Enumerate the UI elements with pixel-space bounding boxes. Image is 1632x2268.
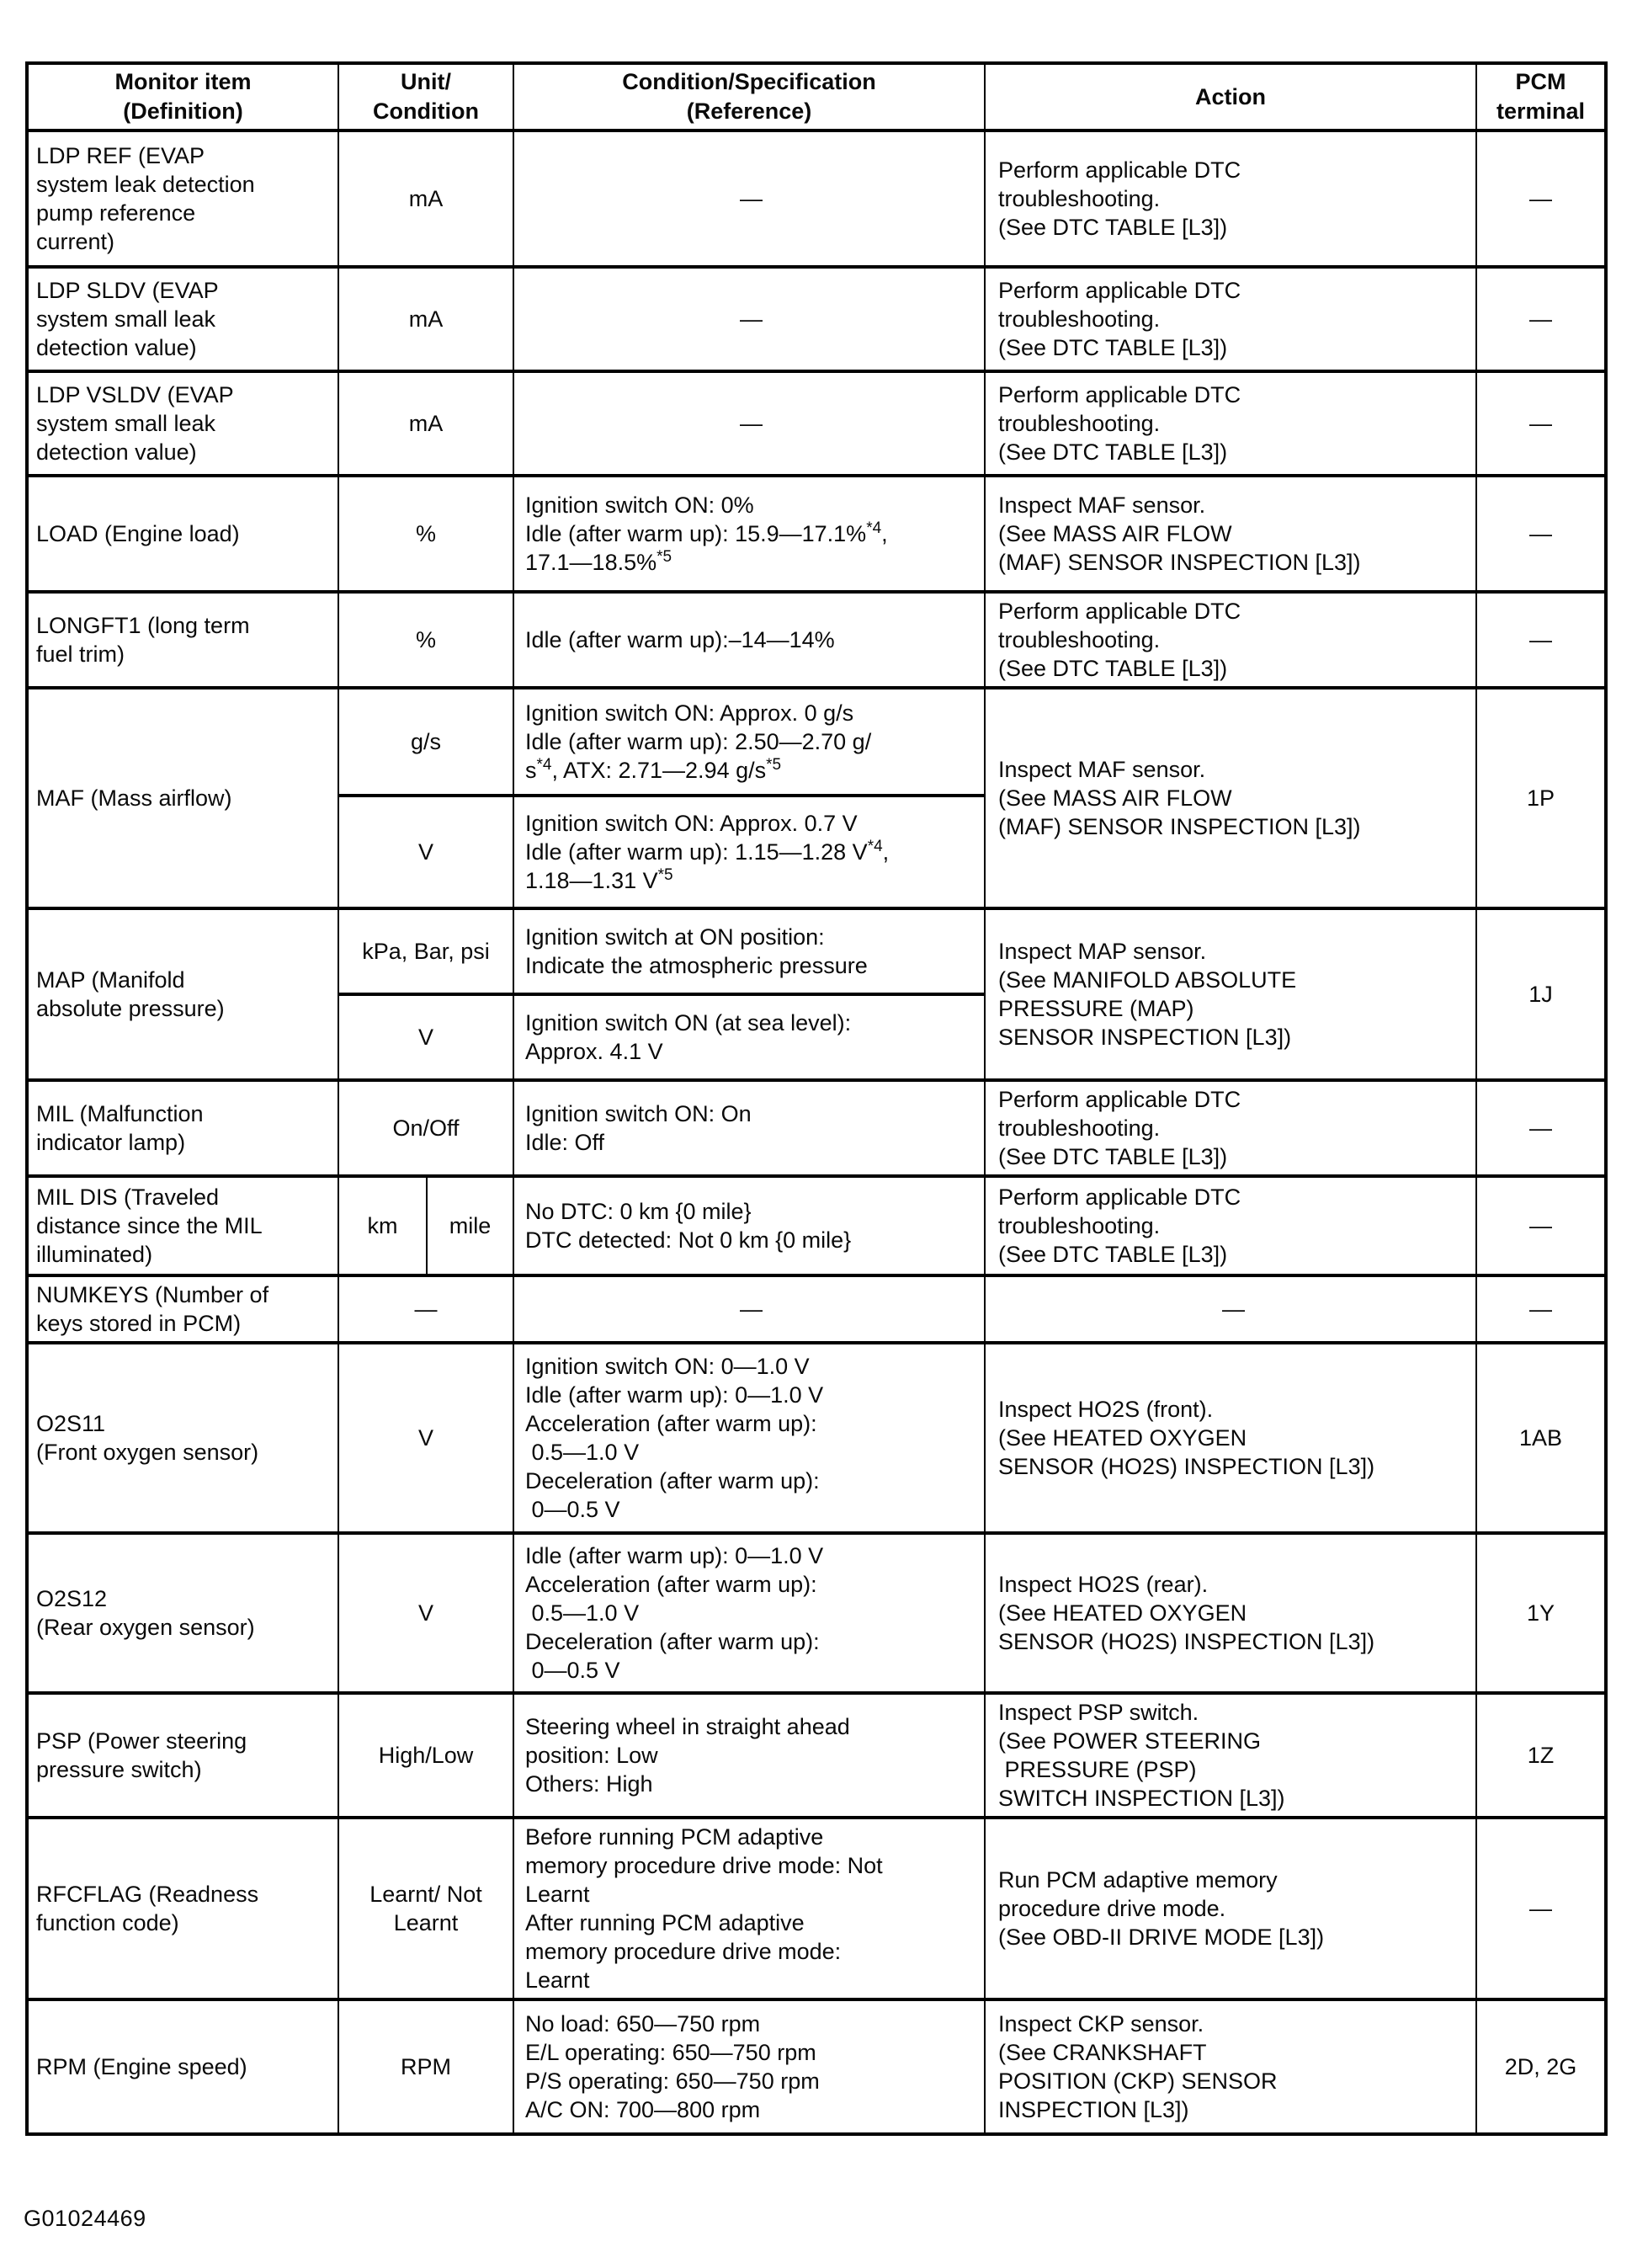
pcm-terminal-cell: — [1476,1080,1606,1176]
unit-cell: RPM [338,1999,513,2134]
monitor-item-cell: PSP (Power steering pressure switch) [27,1693,338,1818]
row-mil [27,1080,1606,1176]
action-cell: Inspect MAF sensor. (See MASS AIR FLOW (MAF) SENSOR INSPECTION [L3]) [985,688,1476,908]
pcm-terminal-cell: — [1476,267,1606,371]
pcm-terminal-cell: — [1476,592,1606,688]
monitor-item-cell: LOAD (Engine load) [27,476,338,592]
action-cell: Run PCM adaptive memory procedure drive mode. (See OBD-II DRIVE MODE [L3]) [985,1818,1476,1999]
condition-cell: Ignition switch ON: 0% Idle (after warm up): 15.9—17.1%$^{*4}$, 17.1—18.5%$^{*5}$ [513,476,985,592]
header-action: Action [985,63,1476,130]
condition-cell: Ignition switch at ON position: Indicate the atmospheric pressure [513,908,985,994]
action-cell: Perform applicable DTC troubleshooting. (See DTC TABLE [L3]) [985,1176,1476,1275]
monitor-item-cell: MAF (Mass airflow) [27,688,338,908]
figure-code: G01024469 [24,2206,146,2231]
action-cell: — [985,1275,1476,1343]
pcm-terminal-cell: 1AB [1476,1343,1606,1533]
pcm-terminal-cell: — [1476,1176,1606,1275]
row-ldp-ref [27,130,1606,267]
monitor-item-cell: LDP VSLDV (EVAP system small leak detection value) [27,371,338,476]
unit-mile-cell: mile [427,1176,513,1275]
condition-cell: Ignition switch ON: On Idle: Off [513,1080,985,1176]
unit-cell: mA [338,371,513,476]
pcm-terminal-cell: — [1476,1818,1606,1999]
action-cell: Perform applicable DTC troubleshooting. (See DTC TABLE [L3]) [985,130,1476,267]
condition-cell: Ignition switch ON: Approx. 0 g/s Idle (after warm up): 2.50—2.70 g/ $s^{*4}$, ATX: 2.71—2.94 $g/s^{*5}$ [513,688,985,796]
unit-cell: mA [338,267,513,371]
condition-cell: Idle (after warm up):–14—14% [513,592,985,688]
action-cell: Inspect MAF sensor. (See MASS AIR FLOW (MAF) SENSOR INSPECTION [L3]) [985,476,1476,592]
pcm-terminal-cell: — [1476,1275,1606,1343]
action-cell: Inspect HO2S (front). (See HEATED OXYGEN SENSOR (HO2S) INSPECTION [L3]) [985,1343,1476,1533]
monitor-item-cell: O2S12 (Rear oxygen sensor) [27,1533,338,1693]
action-cell: Inspect CKP sensor. (See CRANKSHAFT POSITION (CKP) SENSOR INSPECTION [L3]) [985,1999,1476,2134]
unit-cell: V [338,796,513,908]
header-pcm-terminal: PCM terminal [1476,63,1606,130]
unit-cell: — [338,1275,513,1343]
monitor-item-cell: MAP (Manifold absolute pressure) [27,908,338,1080]
condition-cell: — [513,1275,985,1343]
condition-cell: — [513,130,985,267]
action-cell: Perform applicable DTC troubleshooting. (See DTC TABLE [L3]) [985,371,1476,476]
row-load [27,476,1606,592]
unit-cell: kPa, Bar, psi [338,908,513,994]
unit-cell: High/Low [338,1693,513,1818]
condition-cell: — [513,267,985,371]
row-rpm [27,1999,1606,2134]
condition-cell: No DTC: 0 km {0 mile} DTC detected: Not 0 km {0 mile} [513,1176,985,1275]
unit-cell: Learnt/ Not Learnt [338,1818,513,1999]
row-numkeys [27,1275,1606,1343]
row-o2s11 [27,1343,1606,1533]
action-cell: Perform applicable DTC troubleshooting. (See DTC TABLE [L3]) [985,1080,1476,1176]
condition-cell: Steering wheel in straight ahead position: Low Others: High [513,1693,985,1818]
monitor-item-cell: MIL (Malfunction indicator lamp) [27,1080,338,1176]
row-o2s12 [27,1533,1606,1693]
unit-cell: % [338,476,513,592]
monitor-item-cell: RFCFLAG (Readness function code) [27,1818,338,1999]
unit-cell: g/s [338,688,513,796]
pcm-terminal-cell: 1J [1476,908,1606,1080]
action-cell: Inspect MAP sensor. (See MANIFOLD ABSOLUTE PRESSURE (MAP) SENSOR INSPECTION [L3]) [985,908,1476,1080]
header-monitor-item: Monitor item (Definition) [27,63,338,130]
condition-cell: Ignition switch ON (at sea level): Approx. 4.1 V [513,994,985,1080]
monitor-item-cell: NUMKEYS (Number of keys stored in PCM) [27,1275,338,1343]
action-cell: Perform applicable DTC troubleshooting. (See DTC TABLE [L3]) [985,267,1476,371]
row-longft1 [27,592,1606,688]
condition-cell: Idle (after warm up): 0—1.0 V Acceleration (after warm up): 0.5—1.0 V Deceleration (after warm up): 0—0.5 V [513,1533,985,1693]
pcm-terminal-cell: 1Z [1476,1693,1606,1818]
monitor-item-cell: LDP SLDV (EVAP system small leak detection value) [27,267,338,371]
unit-cell: V [338,994,513,1080]
monitor-item-cell: LDP REF (EVAP system leak detection pump reference current) [27,130,338,267]
row-psp [27,1693,1606,1818]
unit-km-cell: km [338,1176,427,1275]
pcm-terminal-cell: — [1476,476,1606,592]
table-header-row [27,63,1606,130]
condition-cell: — [513,371,985,476]
unit-cell: mA [338,130,513,267]
unit-cell: V [338,1343,513,1533]
pcm-monitor-item-table [25,61,1608,2136]
row-ldp-sldv [27,267,1606,371]
row-ldp-vsldv [27,371,1606,476]
action-cell: Inspect PSP switch. (See POWER STEERING PRESSURE (PSP) SWITCH INSPECTION [L3]) [985,1693,1476,1818]
row-rfcflag [27,1818,1606,1999]
condition-cell: No load: 650—750 rpm E/L operating: 650—750 rpm P/S operating: 650—750 rpm A/C ON: 700—800 rpm [513,1999,985,2134]
monitor-item-cell: MIL DIS (Traveled distance since the MIL illuminated) [27,1176,338,1275]
pcm-terminal-cell: 1Y [1476,1533,1606,1693]
header-condition-specification: Condition/Specification (Reference) [513,63,985,130]
pcm-terminal-cell: — [1476,371,1606,476]
pcm-terminal-cell: 2D, 2G [1476,1999,1606,2134]
action-cell: Inspect HO2S (rear). (See HEATED OXYGEN SENSOR (HO2S) INSPECTION [L3]) [985,1533,1476,1693]
unit-cell: On/Off [338,1080,513,1176]
condition-cell: Before running PCM adaptive memory procedure drive mode: Not Learnt After running PCM adaptive memory procedure drive mode: Learnt [513,1818,985,1999]
pcm-terminal-cell: 1P [1476,688,1606,908]
condition-cell: Ignition switch ON: 0—1.0 V Idle (after warm up): 0—1.0 V Acceleration (after warm up): 0.5—1.0 V Deceleration (after warm up): 0—0.5 V [513,1343,985,1533]
row-map-kpa [27,908,1606,994]
monitor-item-cell: O2S11 (Front oxygen sensor) [27,1343,338,1533]
condition-cell: Ignition switch ON: Approx. 0.7 V Idle (after warm up): 1.15—1.28 $V^{*4}$, 1.18—1.31 $V^{*5}$ [513,796,985,908]
action-cell: Perform applicable DTC troubleshooting. (See DTC TABLE [L3]) [985,592,1476,688]
pcm-terminal-cell: — [1476,130,1606,267]
row-maf-gs [27,688,1606,796]
unit-cell: V [338,1533,513,1693]
row-mil-dis [27,1176,1606,1275]
monitor-item-cell: RPM (Engine speed) [27,1999,338,2134]
unit-cell: % [338,592,513,688]
header-unit-condition: Unit/ Condition [338,63,513,130]
monitor-item-cell: LONGFT1 (long term fuel trim) [27,592,338,688]
